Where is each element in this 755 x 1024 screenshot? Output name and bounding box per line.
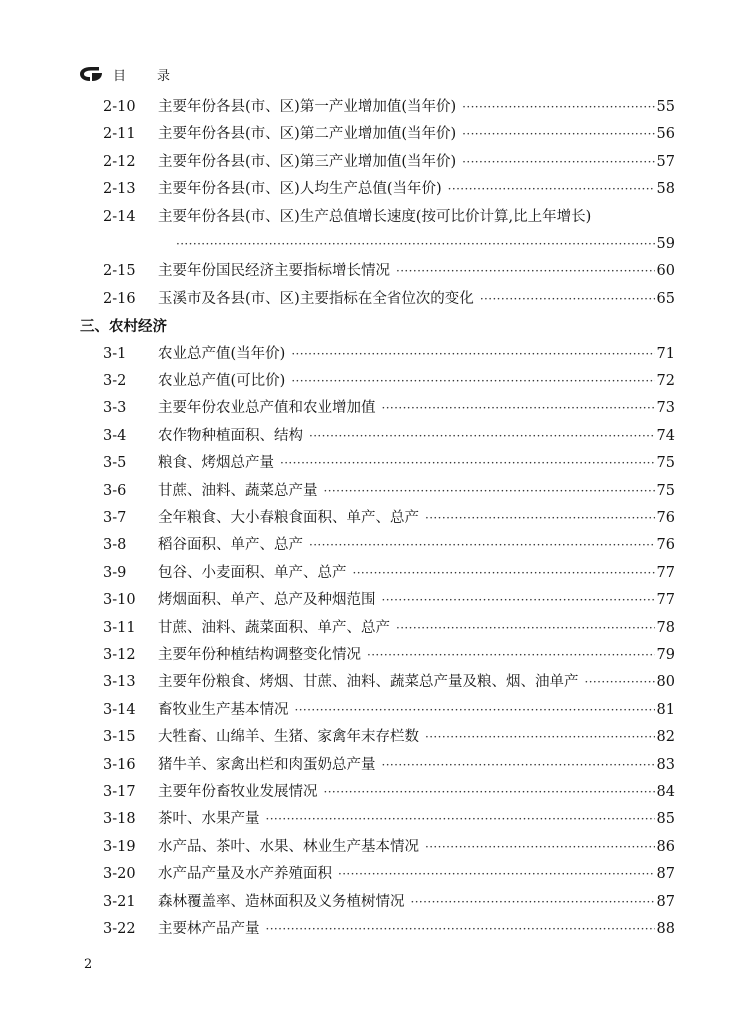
toc-entry[interactable]	[0, 587, 755, 614]
toc-entry[interactable]	[0, 478, 755, 505]
dot-leader	[448, 176, 655, 203]
dot-leader	[462, 121, 654, 148]
toc-entry[interactable]	[0, 834, 755, 861]
toc-entry[interactable]	[0, 258, 755, 285]
entry-number: 3-2	[103, 373, 127, 389]
dot-leader	[480, 286, 655, 313]
entry-page-number: 73	[656, 400, 675, 417]
toc-entry[interactable]	[0, 286, 755, 313]
entry-number: 2-10	[103, 99, 136, 115]
entry-number: 3-13	[103, 674, 136, 691]
entry-title: 玉溪市及各县(市、区)主要指标在全省位次的变化	[158, 290, 474, 307]
toc-entry[interactable]	[0, 121, 755, 148]
entry-page-number: 77	[656, 564, 675, 581]
entry-title: 农业总产值(当年价)	[158, 345, 286, 362]
entry-page-number: 81	[656, 701, 675, 718]
entry-number: 2-16	[103, 290, 136, 307]
entry-page-number: 77	[656, 592, 675, 609]
entry-title: 水产品、茶叶、水果、林业生产基本情况	[158, 838, 419, 855]
entry-page-number: 65	[656, 290, 675, 307]
dot-leader	[353, 560, 655, 587]
entry-page-number: 74	[656, 427, 675, 444]
toc-entry[interactable]	[0, 724, 755, 751]
toc-entry[interactable]	[0, 861, 755, 888]
publisher-logo-icon	[79, 65, 103, 83]
entry-page-number: 78	[656, 619, 675, 636]
toc-entry[interactable]	[0, 94, 755, 121]
entry-title: 主要年份各县(市、区)人均生产总值(当年价)	[158, 181, 442, 198]
dot-leader	[291, 368, 654, 395]
dot-leader	[324, 779, 655, 806]
entry-title: 猪牛羊、家禽出栏和肉蛋奶总产量	[158, 756, 376, 773]
toc-entry[interactable]	[0, 642, 755, 669]
entry-number: 3-14	[103, 701, 136, 718]
toc-entry[interactable]	[0, 149, 755, 176]
toc-entry[interactable]	[0, 176, 755, 203]
toc-entry[interactable]	[0, 395, 755, 422]
entry-number: 3-5	[103, 455, 127, 472]
toc-entry[interactable]	[0, 505, 755, 532]
entry-title: 包谷、小麦面积、单产、总产	[158, 564, 347, 581]
entry-number: 3-1	[103, 345, 127, 362]
entry-number: 2-13	[103, 181, 136, 198]
entry-title: 主要年份国民经济主要指标增长情况	[158, 263, 390, 280]
dot-leader	[309, 423, 655, 450]
entry-page-number: 84	[656, 784, 675, 800]
entry-number: 3-21	[103, 893, 136, 910]
toc-entry[interactable]	[0, 615, 755, 642]
dot-leader	[462, 94, 654, 121]
entry-number: 3-17	[103, 784, 136, 800]
entry-page-number: 79	[656, 647, 675, 663]
dot-leader	[280, 450, 655, 477]
dot-leader	[396, 615, 655, 642]
dot-leader	[295, 697, 655, 724]
toc-entry[interactable]	[0, 779, 755, 806]
entry-number: 3-7	[103, 510, 127, 526]
toc-entry[interactable]	[0, 423, 755, 450]
toc-entry[interactable]	[0, 231, 755, 258]
entry-title: 甘蔗、油料、蔬菜面积、单产、总产	[158, 619, 390, 636]
page-header	[79, 63, 179, 85]
dot-leader	[396, 258, 655, 285]
toc-entry[interactable]	[0, 752, 755, 779]
entry-page-number: 56	[656, 126, 675, 143]
toc-entry[interactable]	[0, 532, 755, 559]
entry-number: 3-16	[103, 756, 136, 773]
entry-number: 3-12	[103, 647, 136, 663]
dot-leader	[425, 834, 655, 861]
dot-leader	[266, 806, 655, 833]
entry-page-number: 83	[656, 756, 675, 773]
entry-title: 主要年份各县(市、区)第一产业增加值(当年价)	[158, 99, 457, 115]
entry-title: 畜牧业生产基本情况	[158, 701, 289, 718]
dot-leader	[382, 395, 655, 422]
dot-leader	[176, 231, 655, 258]
toc-entry[interactable]	[0, 450, 755, 477]
entry-title: 稻谷面积、单产、总产	[158, 537, 303, 554]
entry-title: 主要年份种植结构调整变化情况	[158, 647, 361, 663]
entry-number: 3-11	[103, 619, 136, 636]
dot-leader	[462, 149, 654, 176]
entry-title: 主要林产品产量	[158, 921, 260, 937]
entry-page-number: 57	[656, 153, 675, 170]
toc-entry[interactable]	[0, 889, 755, 916]
entry-page-number: 87	[656, 866, 675, 883]
entry-title: 主要年份各县(市、区)第三产业增加值(当年价)	[158, 153, 457, 170]
section-heading	[0, 313, 755, 340]
dot-leader	[411, 889, 655, 916]
toc-entry[interactable]	[0, 560, 755, 587]
entry-number: 3-9	[103, 564, 127, 581]
entry-page-number: 59	[656, 236, 675, 252]
entry-number: 3-18	[103, 811, 136, 828]
dot-leader	[382, 587, 655, 614]
section-title: 三、农村经济	[80, 318, 167, 336]
entry-title: 主要年份农业总产值和农业增加值	[158, 400, 376, 417]
entry-page-number: 75	[656, 455, 675, 472]
entry-title: 森林覆盖率、造林面积及义务植树情况	[158, 893, 405, 910]
entry-page-number: 86	[656, 838, 675, 855]
entry-page-number: 55	[656, 99, 675, 115]
dot-leader	[324, 478, 655, 505]
entry-number: 3-4	[103, 427, 127, 444]
entry-number: 3-19	[103, 838, 136, 855]
entry-title: 主要年份粮食、烤烟、甘蔗、油料、蔬菜总产量及粮、烟、油单产	[158, 674, 579, 691]
entry-page-number: 72	[656, 373, 675, 389]
entry-title: 农业总产值(可比价)	[158, 373, 286, 389]
entry-number: 3-10	[103, 592, 136, 609]
toc-entry[interactable]	[0, 806, 755, 833]
entry-title: 甘蔗、油料、蔬菜总产量	[158, 482, 318, 499]
entry-title: 主要年份各县(市、区)生产总值增长速度(按可比价计算,比上年增长)	[158, 208, 592, 225]
dot-leader	[425, 724, 655, 751]
entry-page-number: 71	[656, 345, 675, 362]
entry-title: 农作物种植面积、结构	[158, 427, 303, 444]
entry-page-number: 75	[656, 482, 675, 499]
toc-entry[interactable]	[0, 204, 755, 231]
entry-number: 2-12	[103, 153, 136, 170]
entry-number: 3-20	[103, 866, 136, 883]
entry-page-number: 80	[656, 674, 675, 691]
dot-leader	[291, 341, 654, 368]
entry-number: 2-15	[103, 263, 136, 280]
entry-number: 3-3	[103, 400, 127, 417]
dot-leader	[309, 532, 655, 559]
entry-title: 主要年份畜牧业发展情况	[158, 784, 318, 800]
entry-page-number: 82	[656, 729, 675, 746]
entry-title: 全年粮食、大小春粮食面积、单产、总产	[158, 510, 419, 526]
entry-title: 茶叶、水果产量	[158, 811, 260, 828]
entry-number: 3-22	[103, 921, 136, 937]
dot-leader	[338, 861, 655, 888]
entry-title: 水产品产量及水产养殖面积	[158, 866, 332, 883]
entry-number: 3-8	[103, 537, 127, 554]
page-number: 2	[84, 957, 93, 972]
entry-page-number: 60	[656, 263, 675, 280]
entry-page-number: 76	[656, 537, 675, 554]
entry-number: 3-15	[103, 729, 136, 746]
entry-page-number: 58	[656, 181, 675, 198]
entry-number: 3-6	[103, 482, 127, 499]
toc-entry[interactable]	[0, 697, 755, 724]
entry-number: 2-11	[103, 126, 136, 143]
dot-leader	[585, 669, 655, 696]
dot-leader	[367, 642, 655, 669]
dot-leader	[425, 505, 655, 532]
entry-page-number: 76	[656, 510, 675, 526]
entry-title: 主要年份各县(市、区)第二产业增加值(当年价)	[158, 126, 457, 143]
entry-number: 2-14	[103, 208, 136, 225]
entry-page-number: 87	[656, 893, 675, 910]
dot-leader	[266, 916, 655, 943]
toc-entry[interactable]	[0, 669, 755, 696]
entry-title: 烤烟面积、单产、总产及种烟范围	[158, 592, 376, 609]
entry-title: 大牲畜、山绵羊、生猪、家禽年末存栏数	[158, 729, 419, 746]
toc-entry[interactable]	[0, 368, 755, 395]
entry-page-number: 85	[656, 811, 675, 828]
entry-title: 粮食、烤烟总产量	[158, 455, 274, 472]
toc-entry[interactable]	[0, 341, 755, 368]
entry-page-number: 88	[656, 921, 675, 937]
dot-leader	[382, 752, 655, 779]
header-title: 目 录	[113, 68, 180, 84]
toc-entry[interactable]	[0, 916, 755, 943]
